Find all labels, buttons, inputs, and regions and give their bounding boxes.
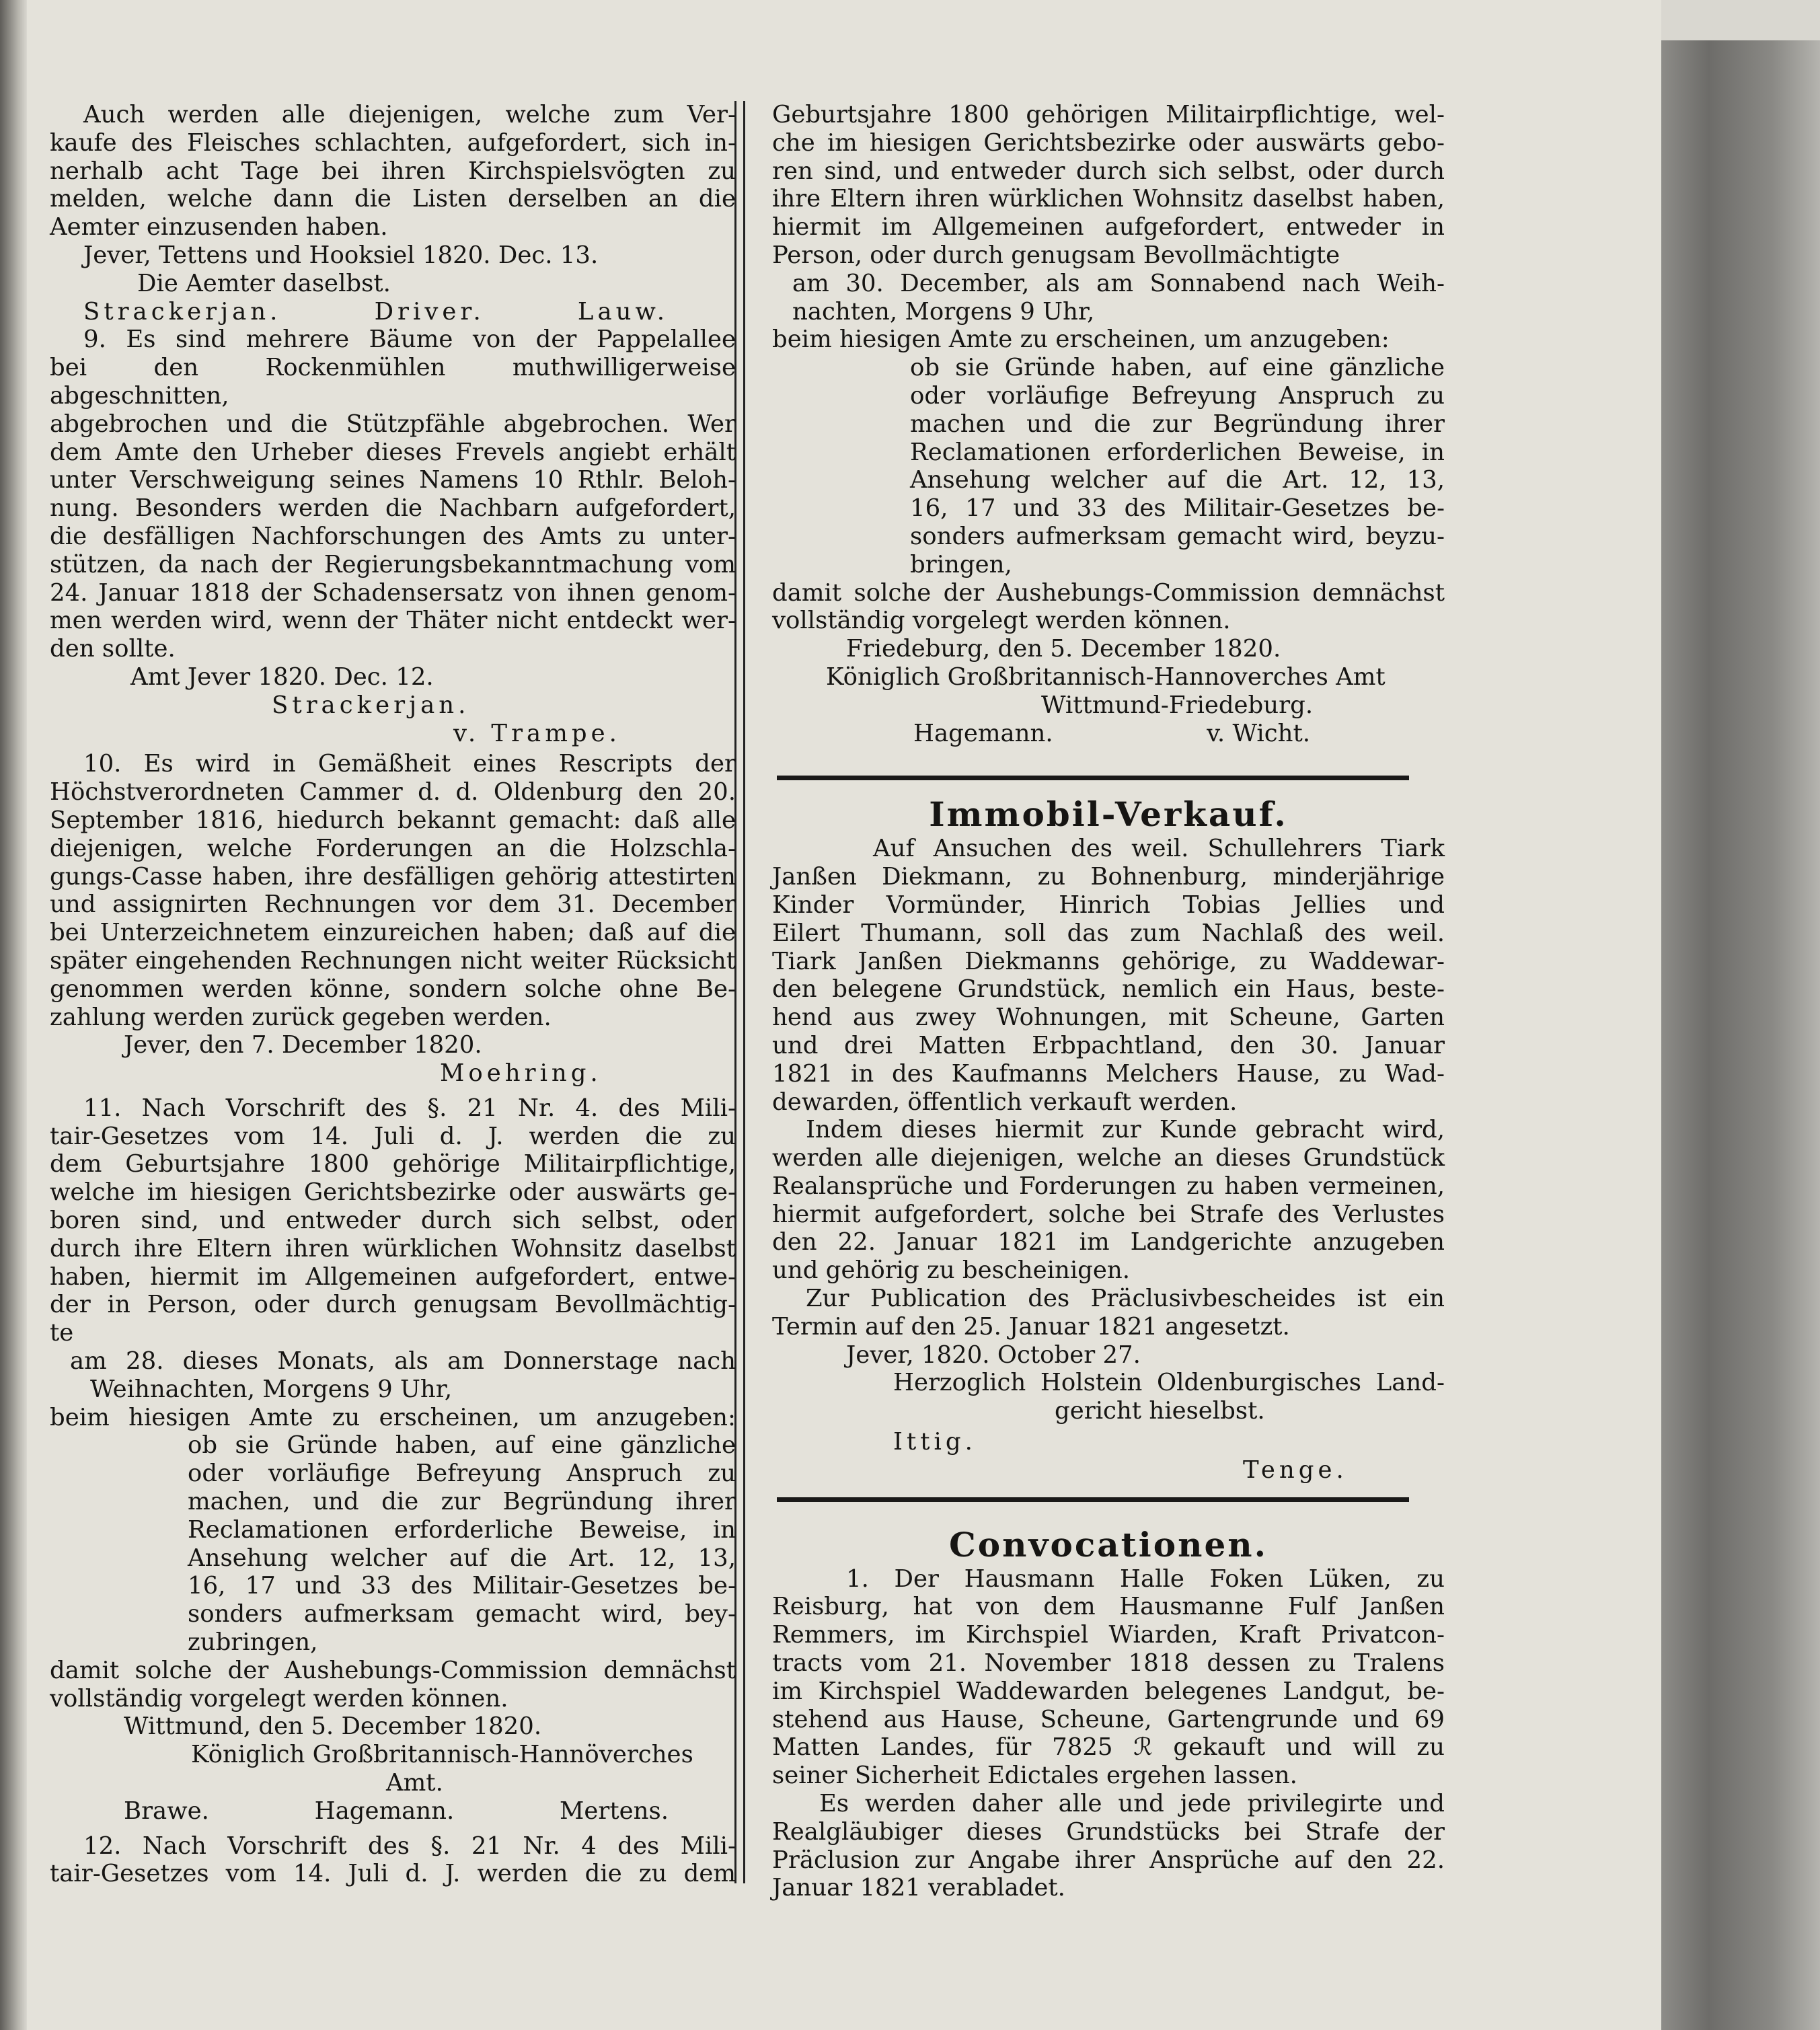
text-line: Tiark Janßen Diekmanns gehörige, zu Waddewar- [772, 947, 1445, 975]
text-line: Präclusion zur Angabe ihrer Ansprüche auf den 22. [772, 1846, 1445, 1874]
text-line: nachten, Morgens 9 Uhr, [792, 297, 1095, 326]
text-line: ob sie Gründe haben, auf eine gänzliche [188, 1431, 736, 1460]
signature: Lauw. [577, 297, 669, 326]
place-date: Jever, den 7. December 1820. [124, 1031, 482, 1059]
text-line: Remmers, im Kirchspiel Wiarden, Kraft Privatcon- [772, 1621, 1445, 1649]
place-date: Friedeburg, den 5. December 1820. [846, 635, 1281, 663]
authority: Wittmund-Friedeburg. [1041, 691, 1314, 719]
text-line: ren sind, und entweder durch sich selbst, oder durch [772, 157, 1445, 185]
text-line: ihre Eltern ihren würklichen Wohnsitz daselbst haben, [772, 185, 1445, 213]
place-date: Wittmund, den 5. December 1820. [124, 1713, 542, 1741]
text-line: melden, welche dann die Listen derselben an die [50, 185, 736, 213]
right-column [772, 101, 1445, 1902]
signature: Mertens. [560, 1797, 669, 1825]
text-line: beim hiesigen Amte zu erscheinen, um anzugeben: [772, 326, 1390, 354]
text-line: beim hiesigen Amte zu erscheinen, um anzugeben: [50, 1403, 736, 1431]
text-line: 9. Es sind mehrere Bäume von der Pappelallee [83, 326, 736, 354]
column-divider [734, 101, 745, 1883]
text-line: unter Verschweigung seines Namens 10 Rthlr. Beloh- [50, 466, 736, 494]
text-line: 16, 17 und 33 des Militair-Gesetzes be- [910, 494, 1445, 523]
text-line: Reclamationen erforderliche Beweise, in [188, 1515, 736, 1544]
text-line: diejenigen, welche Forderungen an die Holzschla- [50, 834, 736, 862]
text-line: Weihnachten, Morgens 9 Uhr, [90, 1375, 453, 1403]
page-outer-edge [1661, 40, 1820, 2030]
immobil-verkauf-section [772, 794, 1445, 1484]
signature: Tenge. [1243, 1456, 1348, 1484]
text-line: am 28. dieses Monats, als am Donnerstage nach [70, 1347, 736, 1376]
text-line: ob sie Gründe haben, auf eine gänzliche [910, 354, 1445, 382]
notice-11 [50, 1094, 736, 1826]
text-line: den sollte. [50, 635, 176, 663]
text-line: hiermit im Allgemeinen aufgefordert, entweder in [772, 213, 1445, 241]
text-line: den 22. Januar 1821 im Landgerichte anzugeben [772, 1228, 1445, 1256]
text-line: im Kirchspiel Waddewarden belegenes Landgut, be- [772, 1677, 1445, 1705]
text-line: Eilert Thumann, soll das zum Nachlaß des weil. [772, 919, 1445, 947]
text-line: Realgläubiger dieses Grundstücks bei Strafe der [772, 1817, 1445, 1846]
convocationen-section [772, 1525, 1445, 1903]
text-line: tracts vom 21. November 1818 dessen zu Tralens [772, 1649, 1445, 1678]
text-line: welche im hiesigen Gerichtsbezirke oder auswärts ge- [50, 1178, 736, 1207]
place-date: Jever, 1820. October 27. [846, 1341, 1141, 1369]
signature: Moehring. [440, 1059, 602, 1088]
signature: Driver. [374, 297, 485, 326]
text-line: Reisburg, hat von dem Hausmanne Fulf Janßen [772, 1593, 1445, 1621]
signature: Strackerjan. [83, 297, 282, 326]
text-line: sonders aufmerksam gemacht wird, beyzu- [910, 522, 1445, 550]
text-line: Auch werden alle diejenigen, welche zum Ver- [83, 101, 736, 128]
text-line: Kinder Vormünder, Hinrich Tobias Jellies und [772, 891, 1445, 919]
text-line: September 1816, hiedurch bekannt gemacht: daß alle [50, 806, 736, 834]
text-line: men werden wird, wenn der Thäter nicht entdeckt wer- [50, 607, 736, 635]
text-line: seiner Sicherheit Edictales ergehen lassen. [772, 1762, 1297, 1790]
text-line: und assignirten Rechnungen vor dem 31. December [50, 891, 736, 919]
text-line: Januar 1821 verabladet. [772, 1874, 1065, 1902]
text-line: oder vorläufige Befreyung Anspruch zu [910, 381, 1445, 410]
signature: Brawe. [124, 1797, 209, 1825]
signature: Strackerjan. [272, 691, 470, 719]
text-line: Auf Ansuchen des weil. Schullehrers Tiark [873, 835, 1445, 863]
authority: Die Aemter daselbst. [137, 269, 391, 297]
text-line: 11. Nach Vorschrift des §. 21 Nr. 4. des Mili- [83, 1094, 736, 1122]
text-line: damit solche der Aushebungs-Commission demnächst [50, 1656, 736, 1684]
text-line: kaufe des Fleisches schlachten, aufgefordert, sich in- [50, 128, 736, 157]
text-line: oder vorläufige Befreyung Anspruch zu [188, 1460, 736, 1488]
text-line: bringen, [910, 550, 1012, 578]
text-line: zubringen, [188, 1628, 318, 1657]
signature-row [50, 298, 736, 326]
text-line: hend aus zwey Wohnungen, mit Scheune, Garten [772, 1004, 1445, 1032]
text-line: stützen, da nach der Regierungsbekanntmachung vom [50, 550, 736, 578]
text-line: stehend aus Hause, Scheune, Gartengrunde und 69 [772, 1705, 1445, 1733]
signature: v. Trampe. [453, 719, 621, 747]
page-binding [0, 0, 27, 2030]
text-line: Es werden daher alle und jede privilegirte und [819, 1790, 1445, 1818]
text-line: durch ihre Eltern ihren würklichen Wohnsitz daselbst [50, 1234, 736, 1263]
signature-row [50, 1797, 736, 1826]
left-column [50, 101, 736, 1888]
text-line: Termin auf den 25. Januar 1821 angesetzt. [772, 1312, 1290, 1341]
text-line: haben, hiermit im Allgemeinen aufgefordert, entwe- [50, 1263, 736, 1291]
authority: Amt. [386, 1769, 443, 1797]
text-line: 16, 17 und 33 des Militair-Gesetzes be- [188, 1572, 736, 1600]
text-line: tair-Gesetzes vom 14. Juli d. J. werden die zu dem [50, 1860, 736, 1888]
text-line: und gehörig zu bescheinigen. [772, 1256, 1131, 1285]
authority: Königlich Großbritannisch-Hannöverches [191, 1741, 693, 1769]
text-line: te [50, 1319, 74, 1347]
text-line: und drei Matten Erbpachtland, den 30. Januar [772, 1031, 1445, 1059]
text-line: sonders aufmerksam gemacht wird, bey- [188, 1600, 736, 1628]
text-line: 12. Nach Vorschrift des §. 21 Nr. 4 des Mili- [83, 1832, 736, 1860]
notice-12-continued [772, 101, 1445, 747]
text-line: 1. Der Hausmann Halle Foken Lüken, zu [846, 1565, 1445, 1593]
signature: Hagemann. [314, 1797, 455, 1825]
text-line: hiermit aufgefordert, solche bei Strafe des Verlustes [772, 1200, 1445, 1228]
text-line: Geburtsjahre 1800 gehörigen Militairpflichtige, wel- [772, 101, 1445, 128]
text-line: machen und die zur Begründung ihrer [910, 410, 1445, 438]
text-line: 1821 in des Kaufmanns Melchers Hause, zu Wad- [772, 1059, 1445, 1088]
authority: Herzoglich Holstein Oldenburgisches Land- [893, 1369, 1445, 1397]
rule-spacer [772, 1484, 1445, 1525]
authority: Königlich Großbritannisch-Hannoverches Amt [826, 663, 1386, 691]
text-line: später eingehenden Rechnungen nicht weiter Rücksicht [50, 946, 736, 975]
text-line: 10. Es wird in Gemäßheit eines Rescripts der [83, 750, 736, 778]
notice-12 [50, 1832, 736, 1889]
text-line: bei den Rockenmühlen muthwilligerweise abgeschnitten, [50, 354, 736, 410]
text-line: dem Geburtsjahre 1800 gehörige Militairpflichtige, [50, 1150, 736, 1178]
text-line: genommen werden könne, sondern solche ohne Be- [50, 975, 736, 1003]
text-line: machen, und die zur Begründung ihrer [188, 1488, 736, 1516]
text-line: werden alle diejenigen, welche an dieses Grundstück [772, 1144, 1445, 1172]
text-line: Zur Publication des Präclusivbescheides ist ein [806, 1285, 1445, 1313]
notice-block-a [50, 101, 736, 326]
signature-row [772, 720, 1445, 748]
text-line: dem Amte den Urheber dieses Frevels angiebt erhält [50, 438, 736, 466]
text-line: damit solche der Aushebungs-Commission demnächst [772, 578, 1445, 607]
text-line: Indem dieses hiermit zur Kunde gebracht wird, [806, 1116, 1445, 1144]
section-rule [777, 776, 1409, 780]
text-line: den belegene Grundstück, nemlich ein Haus, beste- [772, 975, 1445, 1004]
rule-spacer [772, 747, 1445, 794]
signature: Hagemann. [913, 719, 1053, 747]
section-rule [777, 1497, 1409, 1502]
text-line: bei Unterzeichnetem einzureichen haben; daß auf die [50, 919, 736, 947]
place-date: Jever, Tettens und Hooksiel 1820. Dec. 13. [83, 241, 599, 269]
text-line: Höchstverordneten Cammer d. d. Oldenburg den 20. [50, 778, 736, 806]
text-line: die desfälligen Nachforschungen des Amts zu unter- [50, 522, 736, 550]
text-line: Ansehung welcher auf die Art. 12, 13, [188, 1544, 736, 1572]
text-line: Reclamationen erforderlichen Beweise, in [910, 438, 1445, 466]
section-heading: Immobil-Verkauf. [929, 794, 1288, 835]
notice-9 [50, 326, 736, 747]
authority: gericht hieselbst. [1055, 1397, 1265, 1425]
text-line: abgebrochen und die Stützpfähle abgebrochen. Wer [50, 410, 736, 438]
text-line: zahlung werden zurück gegeben werden. [50, 1003, 552, 1031]
text-line: vollständig vorgelegt werden können. [50, 1684, 508, 1713]
text-line: gungs-Casse haben, ihre desfälligen gehörig attestirten [50, 862, 736, 891]
text-line: Person, oder durch genugsam Bevollmächtigte [772, 241, 1340, 269]
signature: Ittig. [893, 1428, 977, 1456]
text-line: Matten Landes, für 7825 ℛ gekauft und will zu [772, 1733, 1445, 1762]
signature: v. Wicht. [1207, 719, 1310, 747]
text-line: vollständig vorgelegt werden können. [772, 607, 1231, 635]
text-line: tair-Gesetzes vom 14. Juli d. J. werden die zu [50, 1122, 736, 1150]
text-line: Aemter einzusenden haben. [50, 213, 388, 241]
text-line: dewarden, öffentlich verkauft werden. [772, 1088, 1238, 1116]
text-line: Janßen Diekmann, zu Bohnenburg, minderjährige [772, 863, 1445, 891]
text-line: boren sind, und entweder durch sich selbst, oder [50, 1207, 736, 1235]
text-line: am 30. December, als am Sonnabend nach Weih- [792, 269, 1445, 297]
text-line: nung. Besonders werden die Nachbarn aufgefordert, [50, 494, 736, 523]
place-date: Amt Jever 1820. Dec. 12. [130, 663, 434, 691]
text-line: nerhalb acht Tage bei ihren Kirchspielsvögten zu [50, 157, 736, 185]
text-line: 24. Januar 1818 der Schadensersatz von ihnen genom- [50, 578, 736, 607]
section-heading: Convocationen. [948, 1524, 1268, 1565]
text-line: der in Person, oder durch genugsam Bevollmächtig- [50, 1291, 736, 1319]
notice-10 [50, 750, 736, 1088]
text-line: Realansprüche und Forderungen zu haben vermeinen, [772, 1172, 1445, 1200]
text-line: Ansehung welcher auf die Art. 12, 13, [910, 466, 1445, 494]
text-line: che im hiesigen Gerichtsbezirke oder auswärts gebo- [772, 128, 1445, 157]
